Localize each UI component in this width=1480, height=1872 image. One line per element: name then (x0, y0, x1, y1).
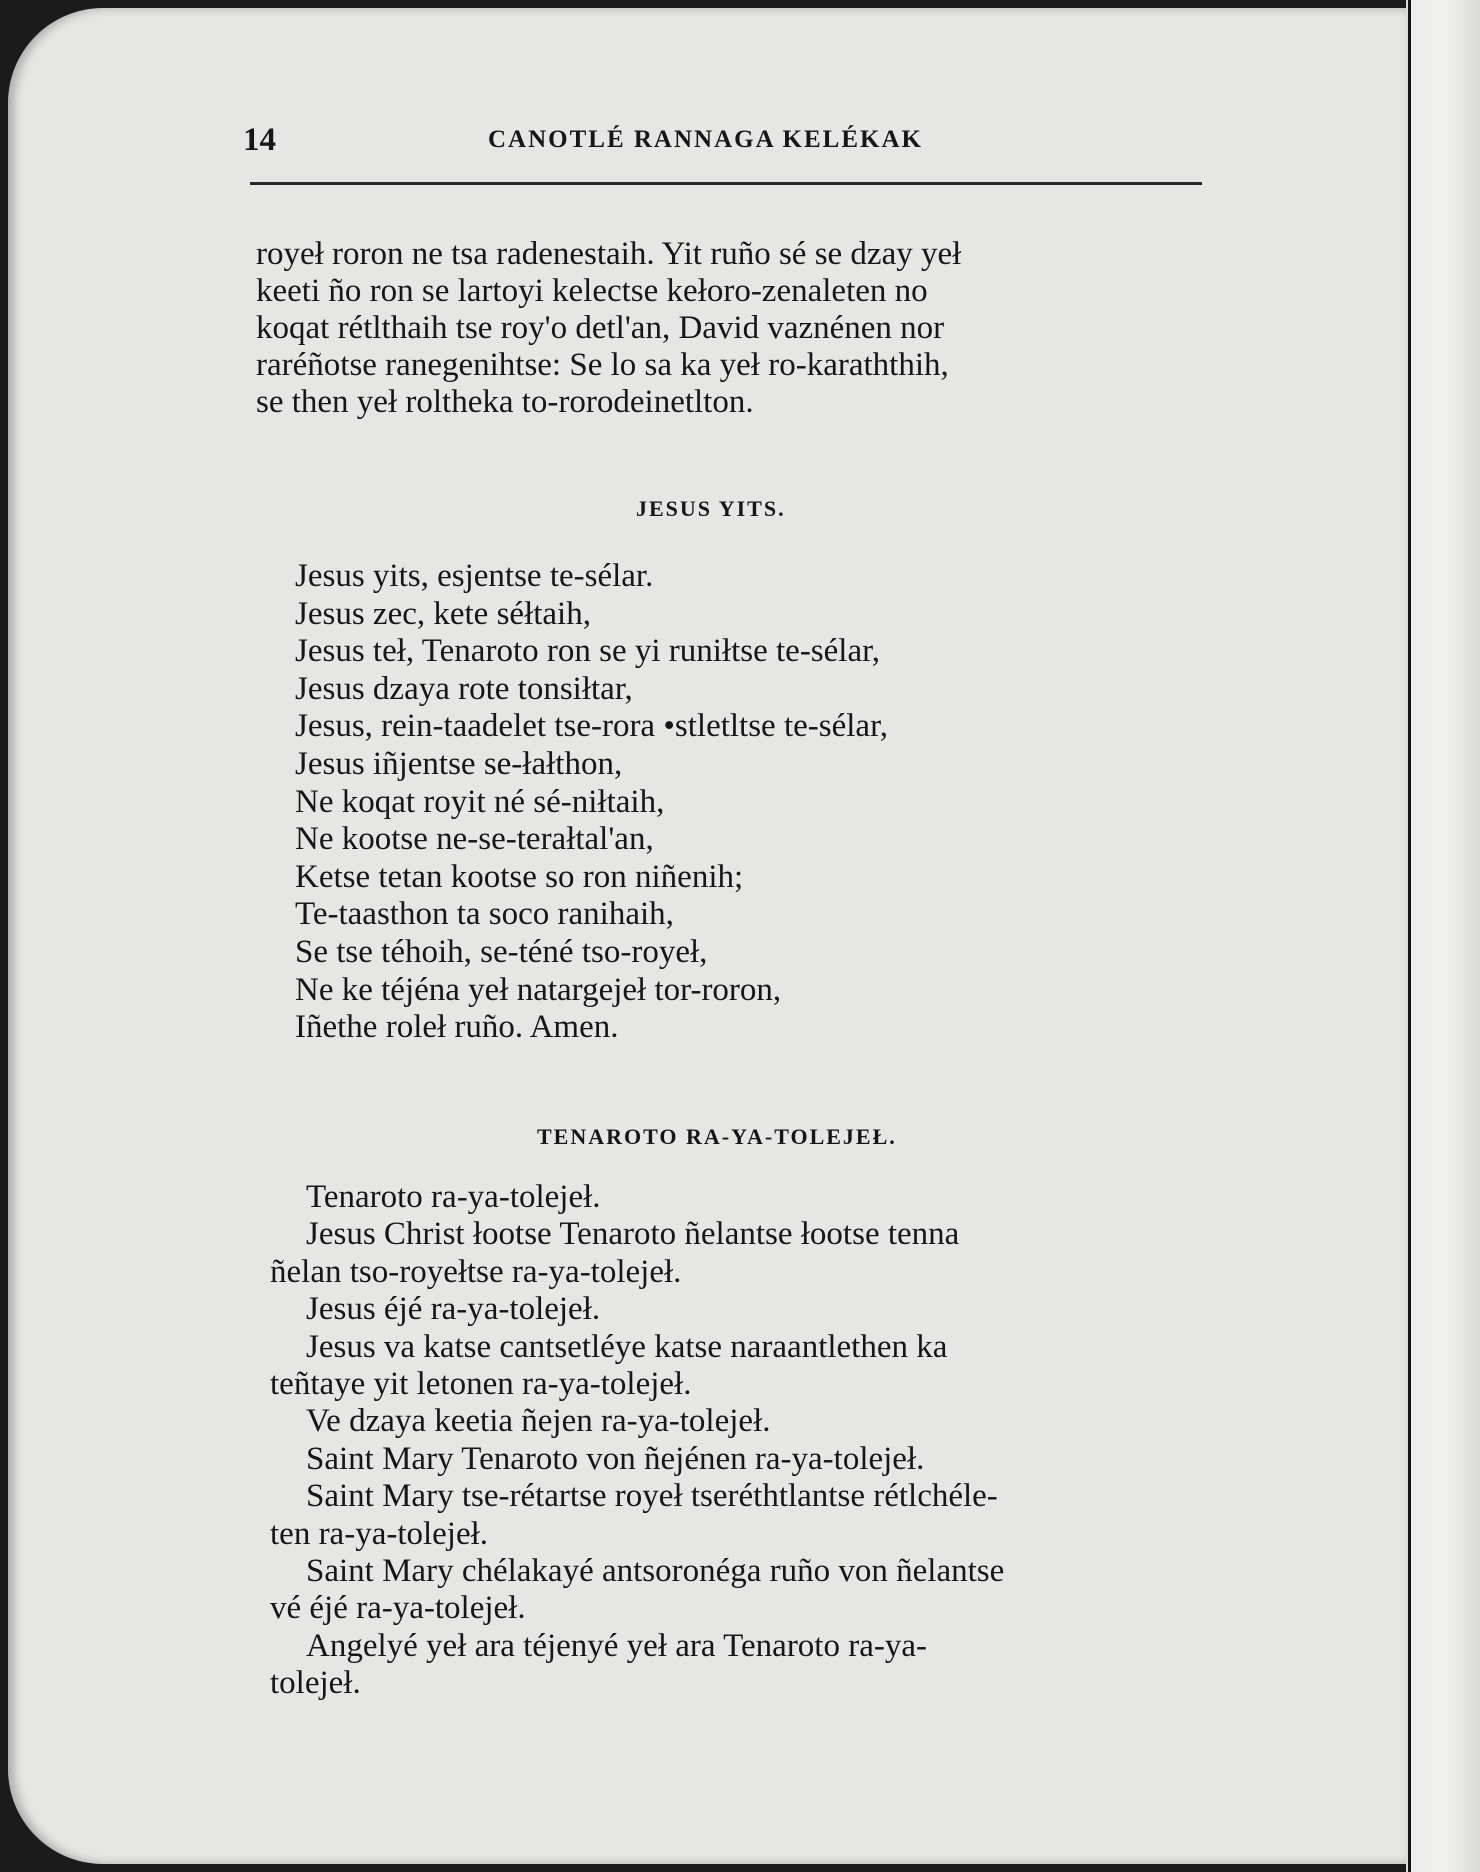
verse-line: Jesus teł, Tenaroto ron se yi runiłtse te-sélar, (295, 633, 881, 670)
text-line: raréñotse ranegenihtse: Se lo sa ka yeł ro-karaththih, (256, 347, 949, 383)
text-line: royeł roron ne tsa radenestaih. Yit ruño sé se dzay yeł (256, 236, 962, 272)
verse-line: Jesus iñjentse se-łałthon, (295, 745, 623, 782)
page-header (243, 122, 1200, 178)
facing-page-edge (1406, 0, 1480, 1872)
header-rule (250, 182, 1202, 185)
litany-line: Jesus Christ łootse Tenaroto ñelantse łootse tenna (306, 1216, 960, 1253)
litany-line: vé éjé ra-ya-tolejeł. (270, 1590, 526, 1627)
litany-line: Angelyé yeł ara téjenyé yeł ara Tenaroto ra-ya- (306, 1627, 927, 1664)
text-line: koqat rétlthaih tse roy'o detl'an, David vaznénen nor (256, 310, 945, 346)
verse-line: Ne kootse ne-se-terałtal'an, (295, 821, 654, 858)
verse-line: Jesus zec, kete séłtaih, (295, 595, 591, 632)
verse-line: Iñethe roleł ruño. Amen. (295, 1009, 619, 1046)
litany-tenaroto (270, 1179, 1226, 1703)
verse-line: Ne koqat royit né sé-niłtaih, (295, 783, 665, 820)
page-gutter (1408, 0, 1411, 1872)
litany-line: Saint Mary tse-rétartse royeł tseréthtlantse rétlchéle- (306, 1478, 998, 1515)
litany-line: teñtaye yit letonen ra-ya-tolejeł. (270, 1366, 692, 1403)
litany-line: Ve dzaya keetia ñejen ra-ya-tolejeł. (306, 1403, 771, 1440)
verse-line: Jesus yits, esjentse te-sélar. (295, 558, 654, 594)
section-heading-tenaroto: TENAROTO RA-YA-TOLEJEŁ. (537, 1124, 897, 1149)
litany-line: Jesus éjé ra-ya-tolejeł. (306, 1291, 601, 1328)
litany-line: Saint Mary Tenaroto von ñejénen ra-ya-tolejeł. (306, 1440, 925, 1477)
verse-line: Ketse tetan kootse so ron niñenih; (295, 858, 744, 895)
text-line: keeti ño ron se lartoyi kelectse kełoro-zenaleten no (256, 273, 928, 309)
verse-line: Se tse téhoih, se-téné tso-royeł, (295, 933, 708, 970)
text-line: se then yeł roltheka to-rorodeinetlton. (256, 384, 754, 420)
litany-line: ten ra-ya-tolejeł. (270, 1515, 489, 1552)
verse-line: Ne ke téjéna yeł natargejeł tor-roron, (295, 971, 782, 1008)
verse-line: Jesus dzaya rote tonsiłtar, (295, 670, 633, 707)
litany-line: tolejeł. (270, 1665, 361, 1702)
litany-line: ñelan tso-royełtse ra-ya-tolejeł. (270, 1253, 682, 1290)
litany-line: Tenaroto ra-ya-tolejeł. (306, 1179, 601, 1215)
running-head: CANOTLÉ RANNAGA KELÉKAK (488, 126, 923, 153)
verse-line: Te-taasthon ta soco ranihaih, (295, 896, 674, 933)
prayer-jesus-yits (295, 558, 888, 1047)
section-heading-jesus-yits: JESUS YITS. (636, 496, 786, 521)
intro-paragraph (256, 236, 1206, 421)
litany-line: Saint Mary chélakayé antsoronéga ruño von ñelantse (306, 1553, 1005, 1590)
verse-line: Jesus, rein-taadelet tse-rora •stletltse te-sélar, (295, 708, 888, 745)
page-number: 14 (243, 122, 276, 158)
litany-line: Jesus va katse cantsetléye katse naraantlethen ka (306, 1328, 948, 1365)
